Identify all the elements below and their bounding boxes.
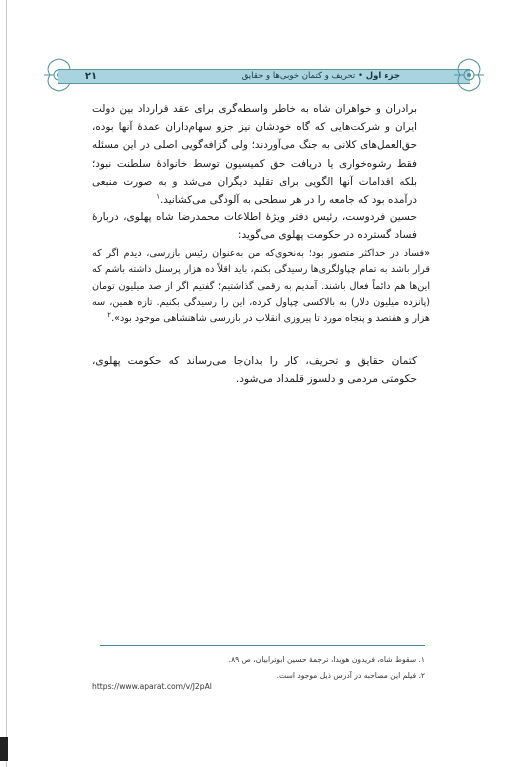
header-band bbox=[58, 69, 470, 84]
quotation bbox=[92, 246, 430, 327]
paragraph-4 bbox=[92, 352, 417, 388]
footnote-2: ۲. فیلم این مصاحبه در آدرس ذیل موجود است. bbox=[276, 671, 425, 680]
paragraph-1 bbox=[92, 100, 417, 209]
ornament-right-icon bbox=[450, 55, 488, 95]
header-bullet: • bbox=[357, 71, 363, 81]
footnote-divider bbox=[100, 645, 425, 646]
running-header bbox=[40, 55, 488, 95]
footnote-ref-2: ۲ bbox=[107, 311, 112, 319]
quotation-text: «فساد در حداکثر متصور بود؛ به‌نحوی‌که من به‌عنوان رئیس بازرسی، دیدم اگر که قرار باشد به تمام چپاولگری‌ها رسیدگی بکنم، باید اقلاً ده هزار پرسنل داشته باشم که این‌ها هم دائماً فعال باشند. آمدیم به رقمی گذاشتیم؛ گفتیم اگر از صد میلیون تومان (پانزده میلیون دلار) به بالاکسی چپاول کرده، این را رسیدگی بکنیم. تازه همین، سه هزار و هفتصد و پنجاه مورد تا پیروزی انقلاب در بازرسی شاهنشاهی موجود بود». bbox=[92, 248, 430, 325]
header-title bbox=[242, 69, 400, 83]
footnote-1: ۱. سقوط شاه، فریدون هویدا، ترجمهٔ حسین ابوترابیان، ص ۸۹. bbox=[228, 655, 425, 664]
footnote-ref-1: ۱ bbox=[156, 192, 160, 201]
page-number: ۲۱ bbox=[84, 71, 98, 82]
page-edge bbox=[6, 0, 7, 767]
page-edge-mark bbox=[0, 737, 8, 761]
header-chapter: تحریف و کتمان خوبی‌ها و حقایق bbox=[241, 71, 356, 81]
paragraph-2 bbox=[92, 208, 417, 244]
paragraph-2-text: حسین فردوست، رئیس دفتر ویژهٔ اطلاعات محمدرضا شاه پهلوی، دربارهٔ فساد گسترده در حکومت پهلوی می‌گوید: bbox=[92, 211, 417, 241]
header-part: جزء اول bbox=[365, 71, 400, 81]
footnote-link[interactable]: https://www.aparat.com/v/J2pAl bbox=[92, 682, 212, 691]
paragraph-4-text: کتمان حقایق و تحریف، کار را بدان‌جا می‌رساند که حکومت پهلوی، حکومتی مردمی و دلسوز قلمداد می‌شود. bbox=[92, 355, 417, 385]
paragraph-1-text: برادران و خواهران شاه به خاطر واسطه‌گری برای عقد قرارداد بین دولت ایران و شرکت‌هایی که گاه خودشان نیز جزو سهام‌داران عمدهٔ آنها بوده، حق‌العمل‌های کلانی به جنگ می‌آوردند؛ ولی گزافه‌گویی اصلی در این مسئله فقط رشوه‌خواری یا دریافت حق کمیسیون توسط خانوادهٔ سلطنت نبود؛ بلکه اقدامات آنها الگویی برای تقلید دیگران می‌شد و به صورت منبعی درآمده بود که جامعه را در هر سطحی به آلودگی می‌کشانید. bbox=[92, 103, 417, 207]
